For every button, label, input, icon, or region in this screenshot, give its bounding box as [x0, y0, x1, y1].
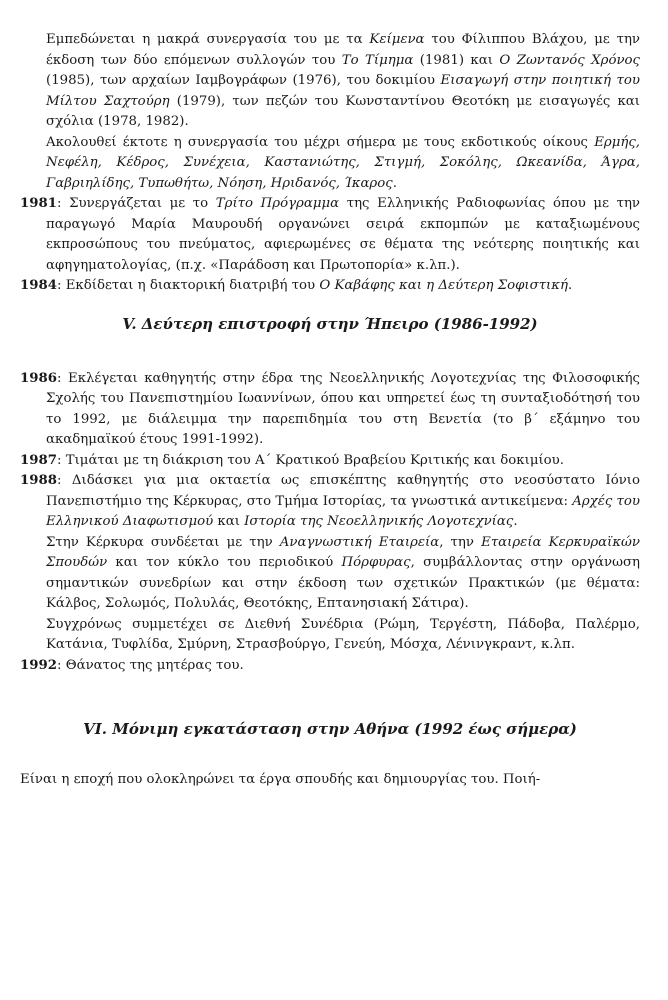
italic-title: Εταιρεία Κερκυραϊκών Σπουδών — [46, 534, 640, 570]
section-heading-vi: VI. Μόνιμη εγκατάσταση στην Αθήνα (1992 έως σήμερα) — [83, 720, 577, 738]
entry-year: 1992 — [20, 657, 58, 673]
text: (1981) και — [413, 52, 500, 68]
text: και τον κύκλο του περιοδικού — [107, 555, 342, 570]
entry-1986 — [20, 369, 640, 451]
italic-title: Αρχές του Ελληνικού Διαφωτισμού — [46, 493, 640, 529]
paragraph-kerkyra — [20, 533, 640, 615]
italic-publishers: Ερμής, Νεφέλη, Κέδρος, Συνέχεια, Καστανιώτης, Στιγμή, Σοκόλης, Ωκεανίδα, Άγρα, Γαβριηλίδης, Τυπωθήτω, Νόηση, Ηριδανός, Ίκαρος — [46, 134, 640, 191]
italic-title: Το Τίμημα — [341, 52, 414, 68]
italic-title: Εισαγωγή στην ποιητική του Μίλτου Σαχτούρη — [46, 73, 640, 109]
entry-year: 1981 — [20, 196, 58, 211]
entry-year: 1986 — [20, 370, 58, 386]
text: : Συνεργάζεται με το — [57, 196, 216, 211]
text: (1985), των αρχαίων Ιαμβογράφων (1976), του δοκιμίου — [46, 73, 441, 88]
italic-title: Τρίτο Πρόγραμμα — [215, 196, 340, 211]
entry-1981 — [20, 194, 640, 276]
text: . — [513, 514, 518, 529]
section-heading-v: V. Δεύτερη επιστροφή στην Ήπειρο (1986-1992) — [122, 314, 538, 333]
italic-title: Πόρφυρας — [341, 555, 411, 570]
italic-title: Αναγνωστική Εταιρεία — [279, 534, 440, 550]
entry-1992 — [20, 656, 640, 677]
text: . — [392, 175, 397, 191]
text: και — [213, 514, 245, 529]
entry-1984 — [20, 276, 640, 297]
paragraph-synedria: Συγχρόνως συμμετέχει σε Διεθνή Συνέδρια (Ρώμη, Τεργέστη, Πάδοβα, Παλέρμο, Κατάνια, Τυφλίδα, Σμύρνη, Στρασβούργο, Γενεύη, Μόσχα, Λένινγκραντ, κ.λπ. — [46, 616, 640, 652]
italic-title: Ο Καβάφης και η Δεύτερη Σοφιστική — [319, 278, 568, 293]
italic-title: Ο Ζωντανός Χρόνος — [499, 52, 640, 68]
text: Εμπεδώνεται η μακρά συνεργασία του με τα — [46, 32, 370, 47]
text: . — [567, 278, 573, 293]
paragraph-final: Είναι η εποχή που ολοκληρώνει τα έργα σπουδής και δημιουργίας του. Ποιή- — [20, 772, 541, 787]
entry-year: 1984 — [20, 278, 58, 293]
entry-year: 1987 — [20, 452, 58, 468]
entry-1988 — [20, 471, 640, 533]
text: του Φίλιππου Βλάχου, με την έκδοση των δύο επόμενων συλλογών του — [46, 32, 640, 68]
text: : Τιμάται με τη διάκριση του Α´ Κρατικού Βραβείου Κριτικής και δοκιμίου. — [57, 452, 564, 468]
paragraph-kimena — [20, 30, 640, 133]
italic-title: Ιστορία της Νεοελληνικής Λογοτεχνίας — [244, 514, 514, 529]
paragraph-publishers — [20, 133, 640, 195]
text: Στην Κέρκυρα συνδέεται με την — [46, 534, 280, 550]
text: της Ελληνικής Ραδιοφωνίας όπου με την παραγωγό Μαρία Μαυρουδή οργανώνει σειρά εκπομπών με καταξιωμένους εκπροσώπους του πνεύματος, αφιερωμένες σε θέματα της νεότερης ποιητικής και αφηγηματολογίας, (π.χ. «Παράδοση και Πρωτοπορία» κ.λπ.). — [46, 196, 640, 273]
text: : Εκδίδεται η διακτορική διατριβή του — [57, 278, 320, 293]
text: (1979), των πεζών του Κωνσταντίνου Θεοτόκη με εισαγωγές και σχόλια (1978, 1982). — [46, 93, 640, 129]
text: : Διδάσκει για μια οκταετία ως επισκέπτης καθηγητής στο νεοσύστατο Ιόνιο Πανεπιστήμιο της Κέρκυρας, στο Τμήμα Ιστορίας, τα γνωστικά αντικείμενα: — [46, 473, 640, 509]
entry-1987 — [20, 451, 640, 472]
text: Ακολουθεί έκτοτε η συνεργασία του μέχρι σήμερα με τους εκδοτικούς οίκους — [46, 134, 595, 150]
text: , συμβάλλοντας στην οργάνωση σημαντικών συνεδρίων και στην έκδοση των σχετικών Πρακτικών (με θέματα: Κάλβος, Σολωμός, Πολυλάς, Θεοτόκης, Επτανησιακή Σάτιρα). — [46, 555, 640, 611]
text: : Θάνατος της μητέρας του. — [57, 657, 244, 673]
italic-title: Κείμενα — [369, 32, 425, 47]
text: , την — [439, 534, 482, 550]
text: : Εκλέγεται καθηγητής στην έδρα της Νεοελληνικής Λογοτεχνίας της Φιλοσοφικής Σχολής του Πανεπιστημίου Ιωαννίνων, όπου και υπηρετεί έως τη συνταξιοδότησή του το 1992, με διάλειμμα την παρεπιδημία του στη Βενετία (το β´ εξάμηνο του ακαδημαϊκού έτους 1991-1992). — [46, 370, 640, 447]
entry-year: 1988 — [20, 473, 58, 488]
